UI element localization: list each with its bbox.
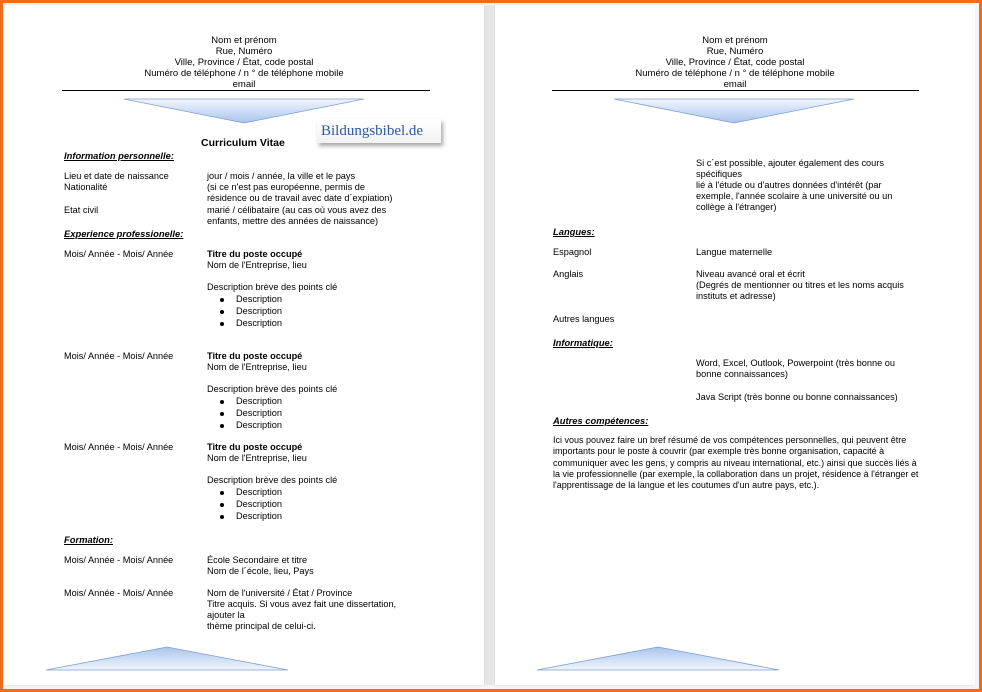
job-bullet [220, 486, 282, 498]
english-value-1: Niveau avancé oral et écrit [696, 269, 805, 279]
left-contact-header [4, 35, 484, 90]
school-line: École Secondaire et titre [207, 555, 308, 565]
right-page [495, 5, 975, 685]
university-theme: thème principal de celui-ci. [207, 621, 316, 631]
spanish-label: Espagnol [553, 247, 592, 257]
it-line-1: Word, Excel, Outlook, Powerpoint (très bonne ou [696, 358, 895, 368]
intro-line: exemple, l'année scolaire à une université ou un [696, 191, 893, 201]
bullet-text: Description [236, 487, 282, 497]
experience-heading: Experience professionelle: [64, 228, 184, 239]
job-bullet [220, 498, 282, 510]
bullet-text: Description [236, 408, 282, 418]
street-line: Rue, Numéro [215, 46, 273, 57]
bullet-text: Description [236, 306, 282, 316]
job-bullet [220, 305, 282, 317]
phone-line: Numéro de téléphone / n ° de téléphone mobile [635, 68, 835, 79]
personal-heading: Information personnelle: [64, 150, 174, 161]
it-heading: Informatique: [553, 337, 613, 348]
it-line-3: Java Script (très bonne ou bonne connaissances) [696, 392, 898, 402]
job-company: Nom de l'Entreprise, lieu [207, 453, 307, 463]
english-value-3: instituts et adresse) [696, 291, 776, 301]
city-line: Ville, Province / État, code postal [174, 57, 314, 68]
up-arrow-shape [535, 645, 781, 672]
nationality-label: Nationalité [64, 182, 108, 192]
civil-value-2: enfants, mettre des années de naissance) [207, 216, 379, 226]
civil-label: Etat civil [64, 205, 99, 215]
job-desc: Description brève des points clé [207, 282, 338, 292]
email-line: email [232, 79, 256, 90]
birth-value: jour / mois / année, la ville et le pays [207, 171, 356, 181]
name-line: Nom et prénom [211, 35, 277, 46]
job-bullet [220, 317, 282, 329]
university-title: Titre acquis. Si vous avez fait une dissertation, [207, 599, 397, 609]
email-line: email [723, 79, 747, 90]
city-line: Ville, Province / État, code postal [665, 57, 805, 68]
job-company: Nom de l'Entreprise, lieu [207, 362, 307, 372]
bullet-text: Description [236, 318, 282, 328]
header-rule [552, 90, 919, 91]
formation-heading: Formation: [64, 534, 113, 545]
down-arrow-shape [612, 97, 856, 125]
up-arrow-shape [44, 645, 290, 672]
birth-label: Lieu et date de naissance [64, 171, 169, 181]
job-desc: Description brève des points clé [207, 384, 338, 394]
job-bullet [220, 510, 282, 522]
bullet-text: Description [236, 396, 282, 406]
job-title: Titre du poste occupé [207, 351, 303, 361]
spanish-value: Langue maternelle [696, 247, 773, 257]
other-languages-label: Autres langues [553, 314, 615, 324]
street-line: Rue, Numéro [706, 46, 764, 57]
formation-dates: Mois/ Année - Mois/ Année [64, 555, 174, 565]
job-company: Nom de l'Entreprise, lieu [207, 260, 307, 270]
job-bullet [220, 293, 282, 305]
bullet-text: Description [236, 511, 282, 521]
intro-line: Si c´est possible, ajouter également des cours [696, 158, 884, 168]
page-gap [486, 5, 493, 685]
university-add: ajouter la [207, 610, 245, 620]
job-title: Titre du poste occupé [207, 442, 303, 452]
school-location: Nom de l´école, lieu, Pays [207, 566, 314, 576]
job-desc: Description brève des points clé [207, 475, 338, 485]
right-contact-header [495, 35, 975, 90]
name-line: Nom et prénom [702, 35, 768, 46]
cv-title: Curriculum Vitae [201, 137, 285, 149]
left-page [4, 5, 484, 685]
languages-heading: Langues: [553, 226, 595, 237]
header-rule [62, 90, 430, 91]
nationality-value-2: résidence ou de travail avec date d´expiation) [207, 193, 393, 203]
civil-value-1: marié / célibataire (au cas où vous avez des [207, 205, 387, 215]
skills-paragraph: Ici vous pouvez faire un bref résumé de vos compétences personnelles, qui peuvent être importants pour le poste à couvrir (par exemple très bonne organisation, capacité à communiquer avec les gens, y compris au niveau international, etc.) ainsi que succès liés à la vie professionnelle (par exemple, la collaboration dans un projet, résidence à l'étranger et l'apprentissage de la langue et les coutumes d'un autre pays, etc.). [553, 435, 919, 491]
skills-heading: Autres compétences: [553, 415, 649, 426]
formation-dates: Mois/ Année - Mois/ Année [64, 588, 174, 598]
intro-line: collège à l'étranger) [696, 202, 777, 212]
it-line-2: bonne connaissances) [696, 369, 788, 379]
nationality-value-1: (si ce n'est pas européenne, permis de [207, 182, 366, 192]
intro-line: lié à l'étude ou d'autres données d'intérêt (par [696, 180, 882, 190]
bullet-text: Description [236, 294, 282, 304]
job-bullet [220, 395, 282, 407]
phone-line: Numéro de téléphone / n ° de téléphone mobile [144, 68, 344, 79]
job-bullet [220, 419, 282, 431]
job-title: Titre du poste occupé [207, 249, 303, 259]
job-dates: Mois/ Année - Mois/ Année [64, 249, 174, 259]
university-line: Nom de l'université / État / Province [207, 588, 353, 598]
job-dates: Mois/ Année - Mois/ Année [64, 442, 174, 452]
intro-line: spécifiques [696, 169, 742, 179]
bullet-text: Description [236, 420, 282, 430]
job-bullet [220, 407, 282, 419]
job-dates: Mois/ Année - Mois/ Année [64, 351, 174, 361]
english-label: Anglais [553, 269, 584, 279]
english-value-2: (Degrés de mentionner ou titres et les noms acquis [696, 280, 904, 290]
bildungsbibel-logo: Bildungsbibel.de [317, 119, 441, 143]
bullet-text: Description [236, 499, 282, 509]
